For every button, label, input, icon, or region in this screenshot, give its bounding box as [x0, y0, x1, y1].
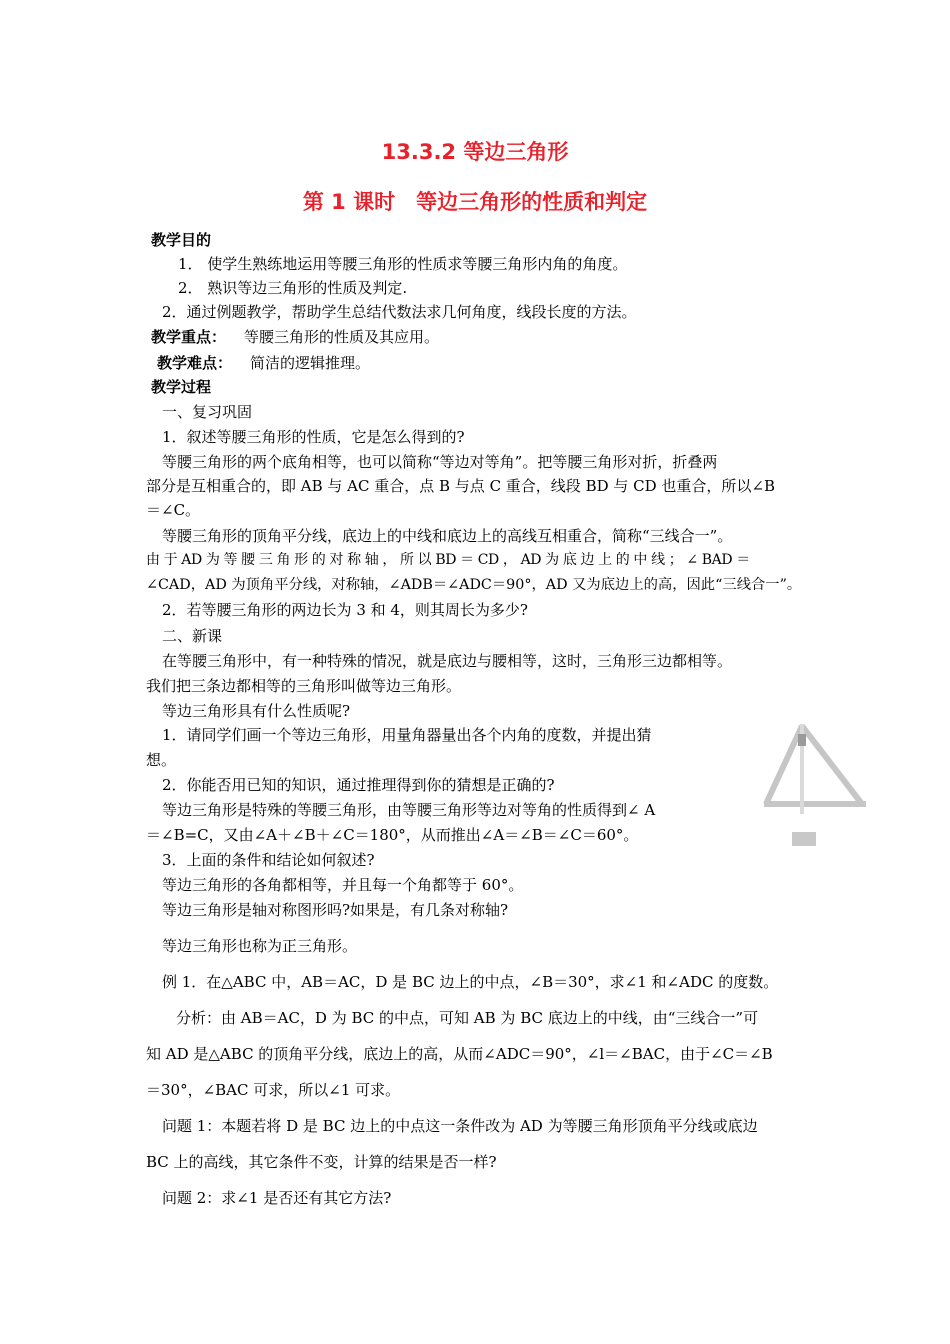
lesson-line: 2．你能否用已知的知识，通过推理得到你的猜想是正确的?	[162, 776, 555, 794]
analysis-line: 知 AD 是△ABC 的顶角平分线，底边上的高，从而∠ADC＝90°，∠l＝∠BAC，由于∠C＝∠B	[146, 1045, 773, 1063]
difficulty	[157, 353, 370, 373]
question-line: 问题 1：本题若将 D 是 BC 边上的中点这一条件改为 AD 为等腰三角形顶角平分线或底边	[162, 1117, 758, 1135]
lesson-line: 等边三角形的各角都相等，并且每一个角都等于 60°。	[162, 876, 524, 894]
lesson-line: 等边三角形是轴对称图形吗?如果是，有几条对称轴?	[162, 901, 509, 919]
analysis-line: ＝30°，∠BAC 可求，所以∠1 可求。	[146, 1081, 401, 1099]
key-point-label: 教学重点：	[151, 328, 227, 346]
review-line: 等腰三角形的两个底角相等，也可以简称“等边对等角”。把等腰三角形对折，折叠两	[162, 453, 718, 471]
difficulty-label: 教学难点：	[157, 354, 233, 372]
lesson-line: 等边三角形也称为正三角形。	[162, 937, 358, 955]
lesson-line: 1．请同学们画一个等边三角形，用量角器量出各个内角的度数，并提出猜	[162, 726, 652, 744]
review-line: 部分是互相重合的，即 AB 与 AC 重合，点 B 与点 C 重合，线段 BD 与 CD 也重合，所以∠B	[146, 477, 776, 495]
goal-item: 1． 使学生熟练地运用等腰三角形的性质求等腰三角形内角的角度。	[178, 255, 628, 273]
lesson-line: 在等腰三角形中，有一种特殊的情况，就是底边与腰相等，这时，三角形三边都相等。	[162, 652, 733, 670]
review-line: 由 于 AD 为 等 腰 三 角 形 的 对 称 轴 ， 所 以 BD ＝ CD ， AD 为 底 边 上 的 中 线 ； ∠ BAD ＝	[146, 552, 750, 568]
triangle-side-right	[802, 726, 862, 804]
example-line: 例 1．在△ABC 中，AB＝AC，D 是 BC 边上的中点，∠B＝30°，求∠1 和∠ADC 的度数。	[162, 973, 779, 991]
page-subtitle: 第 1 课时 等边三角形的性质和判定	[302, 190, 648, 214]
new-lesson-heading: 二、新课	[162, 627, 223, 645]
review-heading: 一、复习巩固	[162, 403, 253, 421]
lesson-line: 等边三角形具有什么性质呢?	[162, 702, 351, 720]
lesson-line: ＝∠B=C，又由∠A＋∠B＋∠C＝180°，从而推出∠A＝∠B＝∠C＝60°。	[146, 826, 639, 844]
vertex-mark	[798, 734, 806, 746]
triangle-figure	[762, 714, 872, 854]
review-line: ＝∠C。	[146, 501, 201, 519]
triangle-side-left	[766, 726, 802, 804]
lesson-line: 等边三角形是特殊的等腰三角形，由等腰三角形等边对等角的性质得到∠ A	[162, 801, 656, 819]
analysis-line: 分析：由 AB＝AC，D 为 BC 的中点，可知 AB 为 BC 底边上的中线，由“三线合一”可	[176, 1009, 759, 1027]
goal-item: 2．通过例题教学，帮助学生总结代数法求几何角度，线段长度的方法。	[162, 303, 637, 321]
lesson-line: 想。	[146, 751, 177, 769]
review-line: 1．叙述等腰三角形的性质，它是怎么得到的?	[162, 428, 465, 446]
difficulty-text: 简洁的逻辑推理。	[250, 354, 371, 372]
key-point-text: 等腰三角形的性质及其应用。	[244, 328, 440, 346]
review-line: ∠CAD，AD 为顶角平分线，对称轴，∠ADB＝∠ADC＝90°，AD 又为底边上的高，因此“三线合一”。	[146, 577, 802, 593]
question-line: 问题 2：求∠1 是否还有其它方法?	[162, 1189, 392, 1207]
goal-item: 2． 熟识等边三角形的性质及判定.	[178, 279, 408, 297]
goals-heading: 教学目的	[151, 231, 212, 249]
page-title: 13.3.2 等边三角形	[381, 140, 569, 164]
process-heading: 教学过程	[151, 378, 212, 396]
question-line: BC 上的高线，其它条件不变，计算的结果是否一样?	[146, 1153, 497, 1171]
lesson-line: 3．上面的条件和结论如何叙述?	[162, 851, 375, 869]
review-line: 2．若等腰三角形的两边长为 3 和 4，则其周长为多少?	[162, 601, 528, 619]
review-line: 等腰三角形的顶角平分线，底边上的中线和底边上的高线互相重合，简称“三线合一”。	[162, 527, 733, 545]
lesson-line: 我们把三条边都相等的三角形叫做等边三角形。	[146, 677, 462, 695]
figure-label-blur	[792, 832, 816, 846]
key-point	[151, 327, 439, 347]
